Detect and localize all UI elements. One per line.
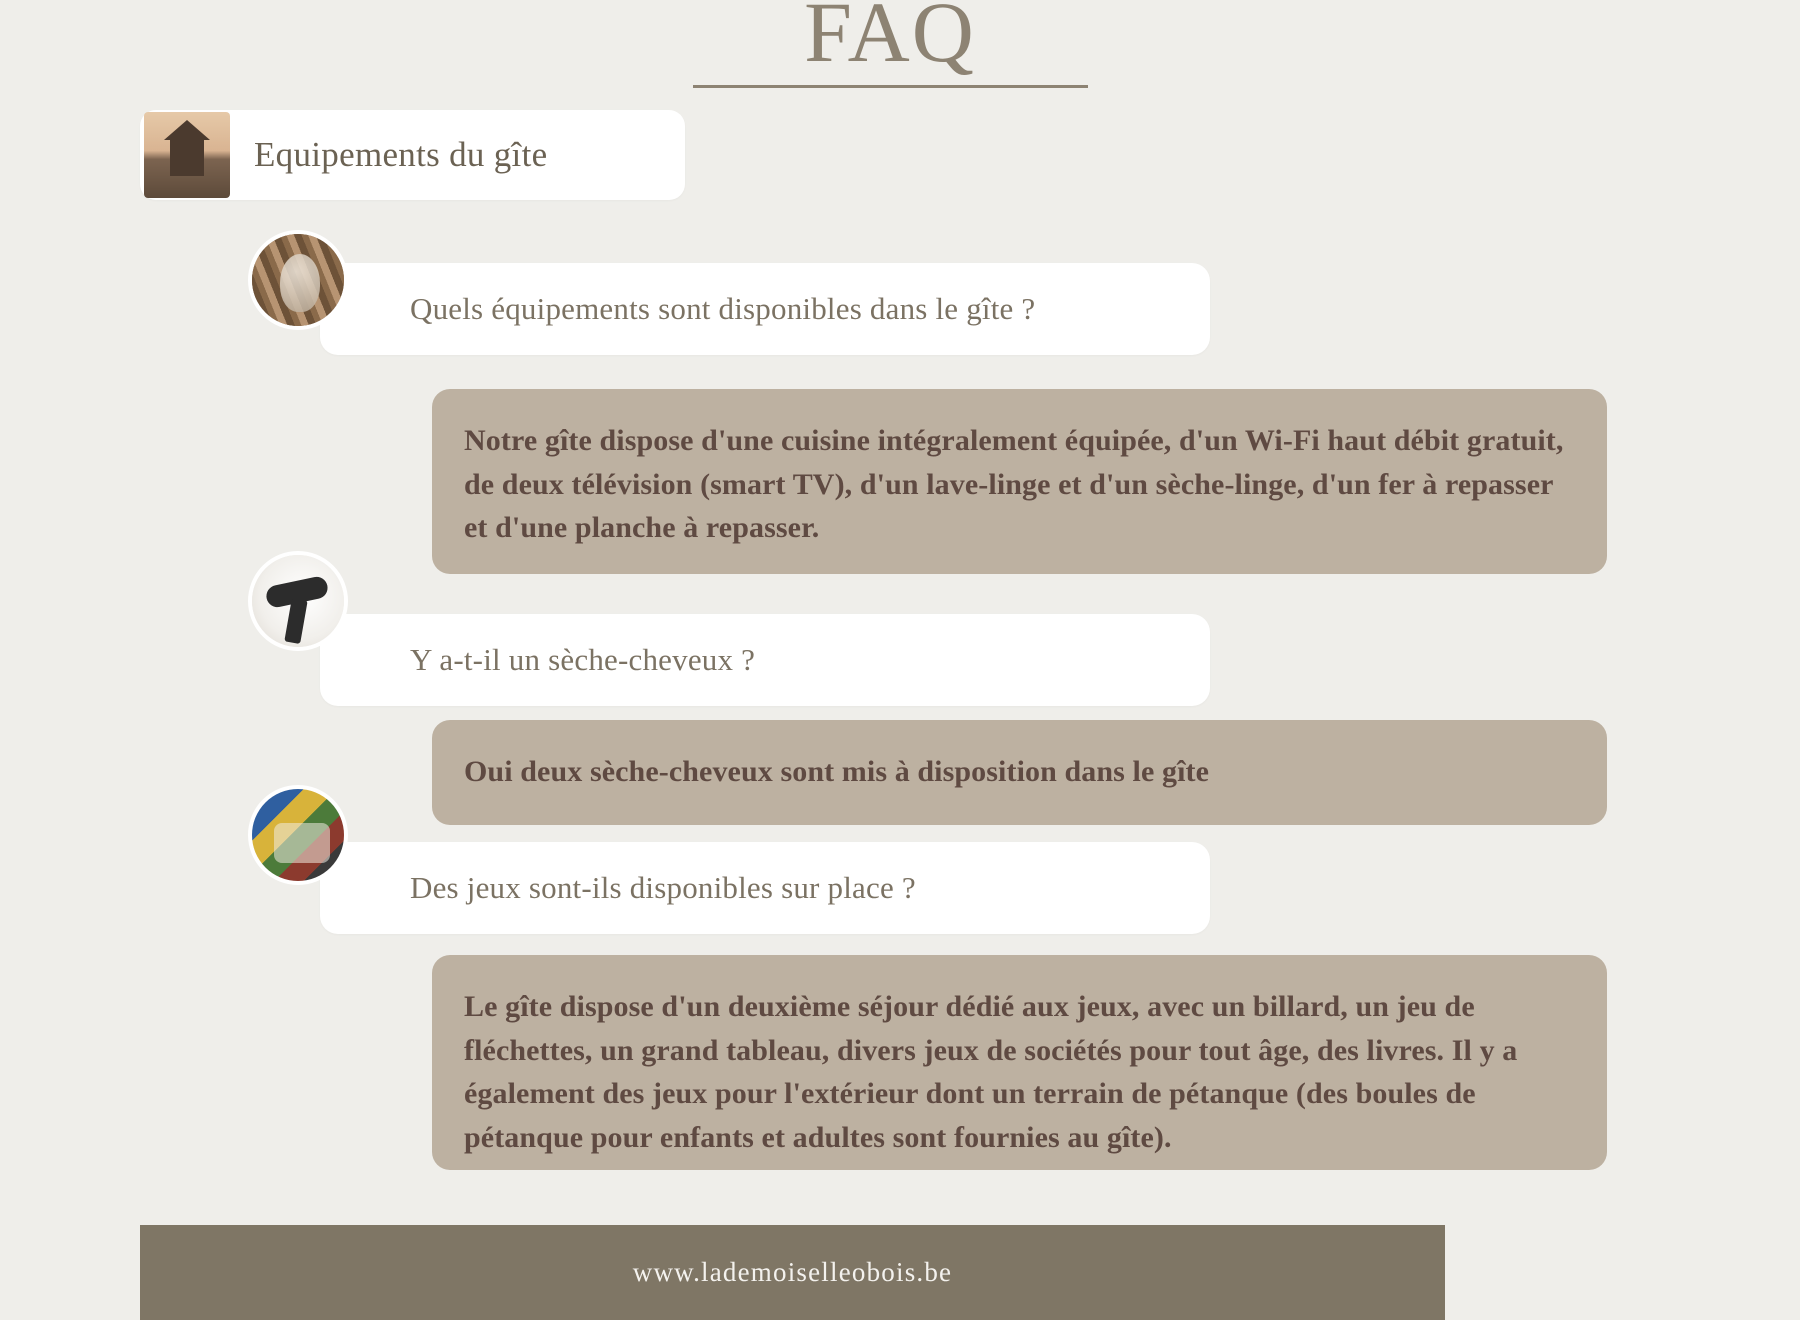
- page-title-block: [690, 0, 1090, 88]
- title-rule-bottom: [693, 85, 1088, 88]
- faq-answer-2: [432, 720, 1607, 825]
- faq-question-1-text: Quels équipements sont disponibles dans le gîte ?: [410, 291, 1036, 326]
- faq-question-3[interactable]: [320, 842, 1210, 934]
- faq-question-2[interactable]: [320, 614, 1210, 706]
- hair-dryer-icon: [248, 551, 348, 651]
- section-header-label: Equipements du gîte: [254, 135, 548, 174]
- faq-answer-3: [432, 955, 1607, 1170]
- faq-answer-1-text: Notre gîte dispose d'une cuisine intégralement équipée, d'un Wi-Fi haut débit gratuit, de deux télévision (smart TV), d'un lave-linge et d'un sèche-linge, d'un fer à repasser et d'une planche à repasser.: [464, 424, 1564, 544]
- footer-website-url[interactable]: www.lademoiselleobois.be: [632, 1257, 953, 1287]
- footer-bar: [140, 1225, 1445, 1320]
- board-games-icon: [248, 785, 348, 885]
- faq-answer-1: [432, 389, 1607, 574]
- kitchen-utensils-icon: [248, 230, 348, 330]
- faq-question-2-text: Y a-t-il un sèche-cheveux ?: [410, 642, 756, 677]
- faq-question-1[interactable]: [320, 263, 1210, 355]
- faq-answer-2-text: Oui deux sèche-cheveux sont mis à disposition dans le gîte: [464, 755, 1210, 788]
- faq-answer-3-text: Le gîte dispose d'un deuxième séjour dédié aux jeux, avec un billard, un jeu de fléchettes, un grand tableau, divers jeux de sociétés pour tout âge, des livres. Il y a également des jeux pour l'extérieur dont un terrain de pétanque (des boules de pétanque pour enfants et adultes sont fournies au gîte).: [464, 990, 1518, 1154]
- faq-question-3-text: Des jeux sont-ils disponibles sur place ?: [410, 870, 916, 905]
- page-title: FAQ: [804, 0, 976, 80]
- section-header-equipements: [140, 110, 685, 200]
- house-icon: [144, 112, 230, 198]
